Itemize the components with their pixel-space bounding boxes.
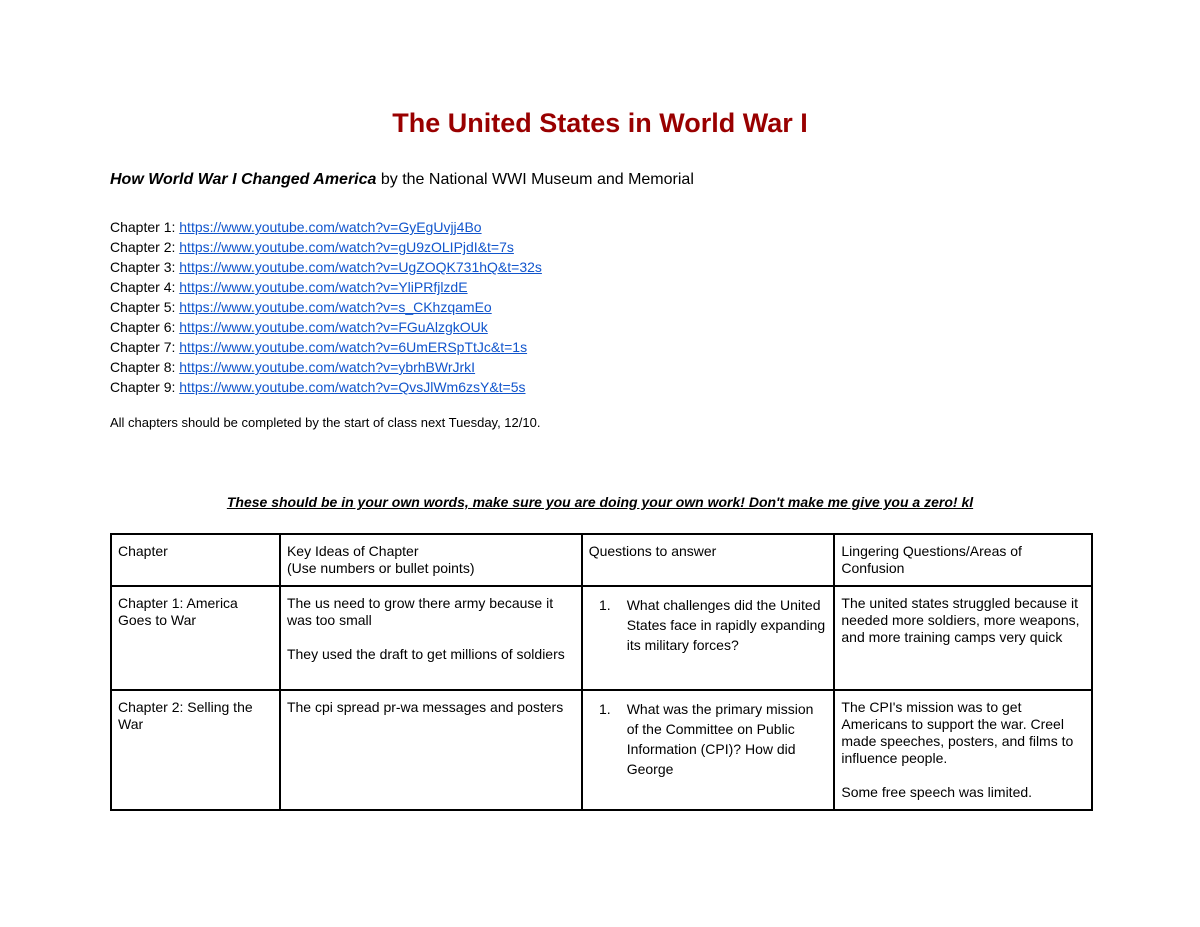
- chapter-1-link[interactable]: https://www.youtube.com/watch?v=GyEgUvjj4Bo: [179, 219, 482, 235]
- question-number: 1.: [599, 597, 611, 613]
- question-number: 1.: [599, 701, 611, 717]
- key-ideas-cell[interactable]: [280, 586, 582, 690]
- question-text: What was the primary mission of the Committee on Public Information (CPI)? How did George: [626, 701, 814, 777]
- key-ideas-cell[interactable]: [280, 690, 582, 810]
- header-lingering: [834, 534, 1092, 586]
- chapter-cell[interactable]: [111, 690, 280, 810]
- key-idea-text: The cpi spread pr-wa messages and posters: [286, 699, 564, 715]
- header-lingering-text-cont: Confusion: [841, 560, 905, 576]
- header-questions-text: Questions to answer: [588, 543, 717, 559]
- chapter-4-link[interactable]: https://www.youtube.com/watch?v=YliPRfjlzdE: [179, 279, 468, 295]
- chapter-label: Chapter 2:: [110, 239, 180, 255]
- chapter-8-link[interactable]: https://www.youtube.com/watch?v=ybrhBWrJrkI: [179, 359, 476, 375]
- header-chapter: [111, 534, 280, 586]
- chapter-link-row: [110, 357, 542, 377]
- chapter-label: Chapter 3:: [110, 259, 180, 275]
- chapter-cell-text: Chapter 2: Selling the War: [118, 699, 253, 732]
- table-header-row: [111, 534, 1092, 586]
- chapter-link-row: [110, 337, 542, 357]
- chapter-notes-table: [110, 533, 1093, 811]
- chapter-cell[interactable]: [111, 586, 280, 690]
- chapter-link-row: [110, 377, 542, 397]
- question-item: [589, 699, 828, 779]
- lingering-text: The CPI's mission was to get Americans to support the war. Creel made speeches, posters, and films to influence people.: [841, 699, 1074, 766]
- chapter-5-link[interactable]: https://www.youtube.com/watch?v=s_CKhzqamEo: [179, 299, 492, 315]
- chapter-3-link[interactable]: https://www.youtube.com/watch?v=UgZOQK731hQ&t=32s: [179, 259, 542, 275]
- subtitle: [110, 171, 694, 189]
- subtitle-series-title: How World War I Changed America: [110, 171, 377, 188]
- chapter-link-row: [110, 277, 542, 297]
- lingering-text: Some free speech was limited.: [841, 784, 1033, 800]
- question-text: What challenges did the United States face in rapidly expanding its military forces?: [626, 597, 826, 653]
- question-cell[interactable]: [582, 690, 835, 810]
- due-date-note: All chapters should be completed by the start of class next Tuesday, 12/10.: [110, 415, 541, 430]
- own-words-warning: These should be in your own words, make sure you are doing your own work! Don't make me give you a zero! kl: [226, 494, 974, 510]
- header-chapter-text: Chapter: [118, 543, 168, 559]
- header-key-ideas-hint: (Use numbers or bullet points): [286, 560, 475, 576]
- subtitle-source: by the National WWI Museum and Memorial: [376, 171, 694, 188]
- page-title: The United States in World War I: [392, 108, 808, 138]
- header-lingering-text: Lingering Questions/Areas of: [841, 543, 1022, 559]
- header-key-ideas-text: Key Ideas of Chapter: [286, 543, 419, 559]
- lingering-cell[interactable]: [834, 586, 1092, 690]
- chapter-link-row: [110, 317, 542, 337]
- chapter-label: Chapter 6:: [110, 319, 180, 335]
- lingering-text: The united states struggled because it needed more soldiers, more weapons, and more training camps very quick: [841, 595, 1080, 645]
- chapter-7-link[interactable]: https://www.youtube.com/watch?v=6UmERSpTtJc&t=1s: [179, 339, 528, 355]
- chapter-link-row: [110, 217, 542, 237]
- chapter-link-row: [110, 237, 542, 257]
- chapter-link-row: [110, 257, 542, 277]
- question-item: [589, 595, 828, 655]
- chapter-2-link[interactable]: https://www.youtube.com/watch?v=gU9zOLIPjdI&t=7s: [179, 239, 514, 255]
- lingering-cell[interactable]: [834, 690, 1092, 810]
- chapter-6-link[interactable]: https://www.youtube.com/watch?v=FGuAlzgkOUk: [179, 319, 488, 335]
- chapter-label: Chapter 7:: [110, 339, 180, 355]
- chapter-cell-text: Chapter 1: America Goes to War: [118, 595, 238, 628]
- chapter-9-link[interactable]: https://www.youtube.com/watch?v=QvsJlWm6zsY&t=5s: [179, 379, 526, 395]
- chapter-label: Chapter 5:: [110, 299, 180, 315]
- chapter-label: Chapter 4:: [110, 279, 180, 295]
- table-row: [111, 586, 1092, 690]
- question-cell[interactable]: [582, 586, 835, 690]
- header-key-ideas: [280, 534, 582, 586]
- key-idea-text: They used the draft to get millions of soldiers: [286, 646, 565, 662]
- header-questions: [582, 534, 835, 586]
- key-idea-text: The us need to grow there army because it was too small: [286, 595, 554, 628]
- chapter-link-row: [110, 297, 542, 317]
- chapter-label: Chapter 1:: [110, 219, 180, 235]
- chapter-links-list: [110, 217, 542, 397]
- table-row: [111, 690, 1092, 810]
- chapter-label: Chapter 8:: [110, 359, 180, 375]
- chapter-label: Chapter 9:: [110, 379, 180, 395]
